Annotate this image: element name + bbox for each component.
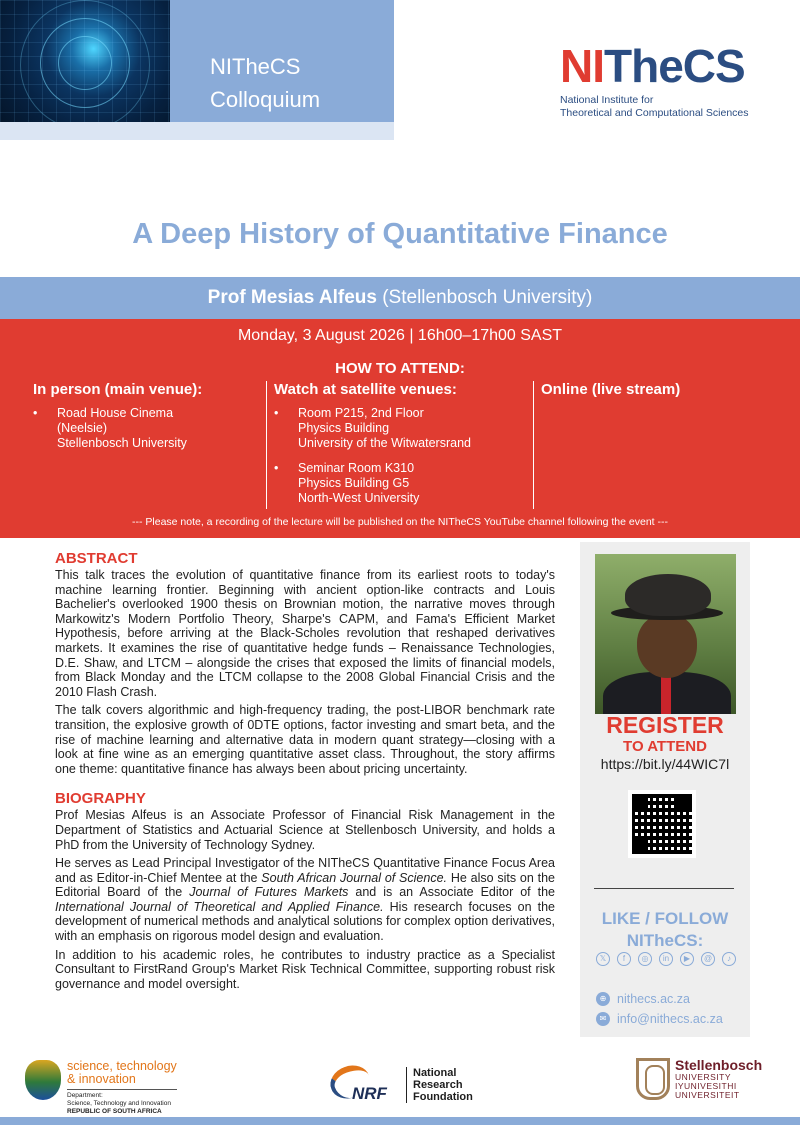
- biography-heading: BIOGRAPHY: [55, 790, 146, 808]
- globe-icon: ⊕: [596, 992, 610, 1006]
- online-heading[interactable]: Online (live stream): [541, 381, 681, 398]
- social-icons: [596, 952, 736, 966]
- register-heading: REGISTER: [606, 712, 724, 738]
- sidebar: [580, 542, 750, 1037]
- divider: [594, 888, 734, 889]
- instagram-icon[interactable]: ◎: [638, 952, 652, 966]
- venue-item: • Road House Cinema (Neelsie) Stellenbosch University: [33, 406, 263, 451]
- nrf-logo: NRF National Research Foundation: [326, 1062, 473, 1108]
- speaker-band: [0, 277, 800, 319]
- venue-item: • Seminar Room K310 Physics Building G5 North-West University: [274, 461, 529, 506]
- nithecs-logo: NITheCS National Institute for Theoretical and Computational Sciences: [560, 40, 749, 119]
- footer-band: [0, 1117, 800, 1125]
- biography-paragraph: He serves as Lead Principal Investigator of the NITheCS Quantitative Finance Focus Area and as Editor-in-Chief Mentee at the South African Journal of Science. He also sits on the Editorial Board of the Journal of Futures Markets and is an Associate Editor of the International Journal of Theoretical and Applied Finance. His research focuses on the development of numerical methods and analytical solutions for complex option derivatives, with an emphasis on rigorous model design and evaluation.: [55, 856, 556, 944]
- to-attend-heading: TO ATTEND: [623, 738, 707, 755]
- like-follow-heading: LIKE / FOLLOW NITheCS:: [601, 909, 729, 950]
- header: [0, 0, 800, 200]
- biography-paragraph: Prof Mesias Alfeus is an Associate Professor of Financial Risk Management in the Department of Statistics and Actuarial Science at Stellenbosch University, and holds a PhD from the University of Technology Sydney.: [55, 808, 555, 852]
- column-divider: [533, 381, 534, 509]
- speaker-name: Prof Mesias Alfeus: [207, 287, 377, 308]
- linkedin-icon[interactable]: in: [659, 952, 673, 966]
- online-column: [541, 381, 771, 406]
- qr-code[interactable]: [628, 790, 696, 858]
- in-person-column: [33, 381, 263, 461]
- su-crest-icon: [636, 1058, 670, 1100]
- talk-title: A Deep History of Quantitative Finance: [132, 218, 668, 250]
- biography-paragraph: In addition to his academic roles, he contributes to industry practice as a Specialist Consultant to FirstRand Group's Market Risk Technical Committee, supporting robust risk governance and model oversight.: [55, 947, 555, 991]
- email-link[interactable]: ✉ info@nithecs.ac.za: [596, 1012, 723, 1026]
- hero-image: [0, 0, 170, 122]
- satellite-heading: Watch at satellite venues:: [274, 381, 457, 398]
- satellite-column: [274, 381, 529, 516]
- website-link[interactable]: ⊕ nithecs.ac.za: [596, 992, 690, 1006]
- column-divider: [266, 381, 267, 509]
- colloquium-box: [170, 0, 394, 122]
- main-content: [55, 550, 555, 995]
- coat-of-arms-icon: [25, 1060, 61, 1100]
- registration-link[interactable]: https://bit.ly/44WIC7l: [600, 756, 730, 772]
- abstract-paragraph: This talk traces the evolution of quantitative finance from its earliest roots to today's machine learning frontier. Beginning with ancient option-like contracts and Louis Bachelier's overlooked 1900 thesis on Brownian motion, the narrative moves through Markowitz's Modern Portfolio Theory, Sharpe's CAPM, and Fama's Efficient Market Hypothesis, before arriving at the Black-Scholes revolution that reshaped derivatives markets. It examines the rise of quantitative hedge funds – Renaissance Technologies, D.E. Shaw, and LTCM – alongside the crises that exposed the limits of financial models, from Black Monday and the LTCM collapse to the 2008 Global Financial Crisis and the 2010 Flash Crash.: [55, 568, 555, 699]
- tiktok-icon[interactable]: ♪: [722, 952, 736, 966]
- footer: [0, 1050, 800, 1125]
- in-person-heading: In person (main venue):: [33, 381, 203, 398]
- event-details: [0, 319, 800, 538]
- header-band: [0, 122, 394, 140]
- abstract-paragraph: The talk covers algorithmic and high-frequency trading, the post-LIBOR benchmark rate transition, the explosive growth of 0DTE options, factor investing and smart beta, and the rise of machine learning and alternative data in modern quant strategy—closing with a look at fine wine as an emerging quantitative asset class. Throughout, the story affirms one theme: quantitative finance has always been about pricing uncertainty.: [55, 703, 555, 776]
- how-to-attend-heading: HOW TO ATTEND:: [335, 360, 465, 377]
- speaker-photo: [595, 554, 736, 714]
- stellenbosch-logo: Stellenbosch UNIVERSITY IYUNIVESITHI UNIVERSITEIT: [636, 1058, 762, 1100]
- facebook-icon[interactable]: f: [617, 952, 631, 966]
- threads-icon[interactable]: @: [701, 952, 715, 966]
- speaker-affiliation: (Stellenbosch University): [382, 287, 593, 308]
- recording-note: --- Please note, a recording of the lecture will be published on the NITheCS YouTube channel following the event ---: [131, 516, 668, 528]
- colloquium-title: NITheCS Colloquium: [210, 54, 321, 112]
- mail-icon: ✉: [596, 1012, 610, 1026]
- youtube-icon[interactable]: ▶: [680, 952, 694, 966]
- venue-item: • Room P215, 2nd Floor Physics Building University of the Witwatersrand: [274, 406, 529, 451]
- event-date-time: Monday, 3 August 2026 | 16h00–17h00 SAST: [237, 327, 563, 344]
- abstract-heading: ABSTRACT: [55, 550, 138, 567]
- x-icon[interactable]: 𝕏: [596, 952, 610, 966]
- dsti-logo: science, technology & innovation Department: Science, Technology and Innovation REPUBLIC OF SOUTH AFRICA: [25, 1060, 177, 1116]
